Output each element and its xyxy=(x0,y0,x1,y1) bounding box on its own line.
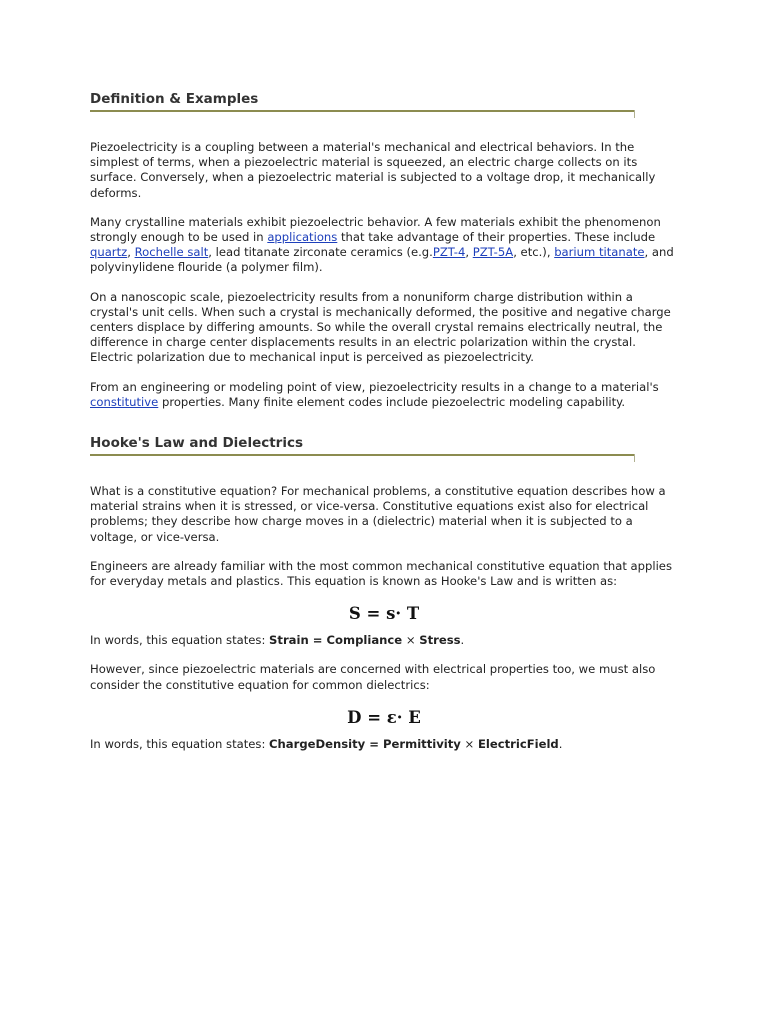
eq-symbol: ε xyxy=(386,707,397,727)
eq-symbol: S xyxy=(348,604,361,624)
paragraph-engineering xyxy=(90,380,678,410)
paragraph-materials xyxy=(90,215,678,276)
term-compliance: Compliance xyxy=(326,633,403,648)
link-constitutive[interactable]: constitutive xyxy=(90,394,159,409)
section-rule xyxy=(90,454,635,462)
term-operator: × xyxy=(402,633,420,648)
section-gap xyxy=(90,424,678,434)
eq-operator: · xyxy=(395,604,402,624)
text-run: From an engineering or modeling point of view, piezoelectricity results in a change to a material's xyxy=(90,379,659,394)
term-operator: × xyxy=(460,736,478,751)
term-stress: Stress xyxy=(419,633,461,648)
link-pzt-4[interactable]: PZT-4 xyxy=(432,245,466,260)
content-column xyxy=(90,90,678,766)
text-run: , and polyvinylidene flouride (a polymer film). xyxy=(90,245,674,275)
term-operator: = xyxy=(308,633,327,648)
paragraph-hookes-law: Engineers are already familiar with the most common mechanical constitutive equation that applies for everyday metals and plastics. This equation is known as Hooke's Law and is written as: xyxy=(90,558,672,589)
term-charge-density: ChargeDensity xyxy=(269,736,366,751)
text-run: . xyxy=(558,736,563,751)
eq-symbol: D xyxy=(347,707,362,727)
paragraph-dielectrics: However, since piezoelectric materials are concerned with electrical properties too, we must also consider the constitutive equation for common dielectrics: xyxy=(90,662,656,692)
link-barium-titanate[interactable]: barium titanate xyxy=(554,245,645,260)
eq-operator: = xyxy=(367,707,382,727)
paragraph-nanoscopic: On a nanoscopic scale, piezoelectricity results from a nonuniform charge distribution within a crystal's unit cells. When such a crystal is mechanically deformed, the positive and negative charge centers displace by differing amounts. So while the overall crystal remains electrically neutral, the difference in charge center displacements results in an electric polarization within the crystal. Electric polarization due to mechanical input is perceived as piezoelectricity. xyxy=(90,289,671,365)
equation-dielectric xyxy=(90,707,678,729)
text-run: , etc.), xyxy=(513,245,555,260)
link-quartz[interactable]: quartz xyxy=(90,245,128,260)
text-run: properties. Many finite element codes include piezoelectric modeling capability. xyxy=(158,394,626,409)
section-heading-definition: Definition & Examples xyxy=(90,91,259,107)
section-heading-hookes-law: Hooke's Law and Dielectrics xyxy=(90,435,304,452)
term-strain: Strain xyxy=(269,633,309,648)
text-run: , xyxy=(127,245,135,260)
equation-hookes-law xyxy=(90,603,678,625)
text-run: Many crystalline materials exhibit piezoelectric behavior. A few materials exhibit the phenomenon strongly enough to be used in xyxy=(90,214,661,245)
paragraph-words-strain xyxy=(90,633,678,648)
paragraph-words-charge xyxy=(90,737,678,752)
text-run: In words, this equation states: xyxy=(90,736,270,751)
eq-symbol: E xyxy=(408,707,421,727)
eq-symbol: T xyxy=(406,604,420,624)
paragraph-definition: Piezoelectricity is a coupling between a material's mechanical and electrical behaviors. In the simplest of terms, when a piezoelectric material is squeezed, an electric charge collects on its surface. Conversely, when a piezoelectric material is subjected to a voltage drop, it mechanically deforms. xyxy=(90,140,656,200)
term-electric-field: ElectricField xyxy=(477,736,559,751)
eq-operator: · xyxy=(396,707,403,727)
eq-symbol: s xyxy=(386,604,396,624)
paragraph-constitutive-question: What is a constitutive equation? For mechanical problems, a constitutive equation describes how a material strains when it is stressed, or vice-versa. Constitutive equations exist also for electrical problems; they describe how charge moves in a (dielectric) material when it is subjected to a voltage, or vice-versa. xyxy=(90,484,666,544)
section-rule xyxy=(90,110,635,118)
term-operator: = xyxy=(365,736,384,751)
text-run: . xyxy=(460,633,465,648)
text-run: that take advantage of their properties. These include xyxy=(337,230,656,245)
link-applications[interactable]: applications xyxy=(267,230,338,245)
text-run: , lead titanate zirconate ceramics (e.g. xyxy=(208,245,433,260)
text-run: , xyxy=(465,245,473,260)
link-pzt-5a[interactable]: PZT-5A xyxy=(472,245,514,260)
term-permittivity: Permittivity xyxy=(383,736,461,751)
link-rochelle-salt[interactable]: Rochelle salt xyxy=(134,245,209,260)
eq-operator: = xyxy=(366,604,381,624)
text-run: In words, this equation states: xyxy=(90,633,270,648)
